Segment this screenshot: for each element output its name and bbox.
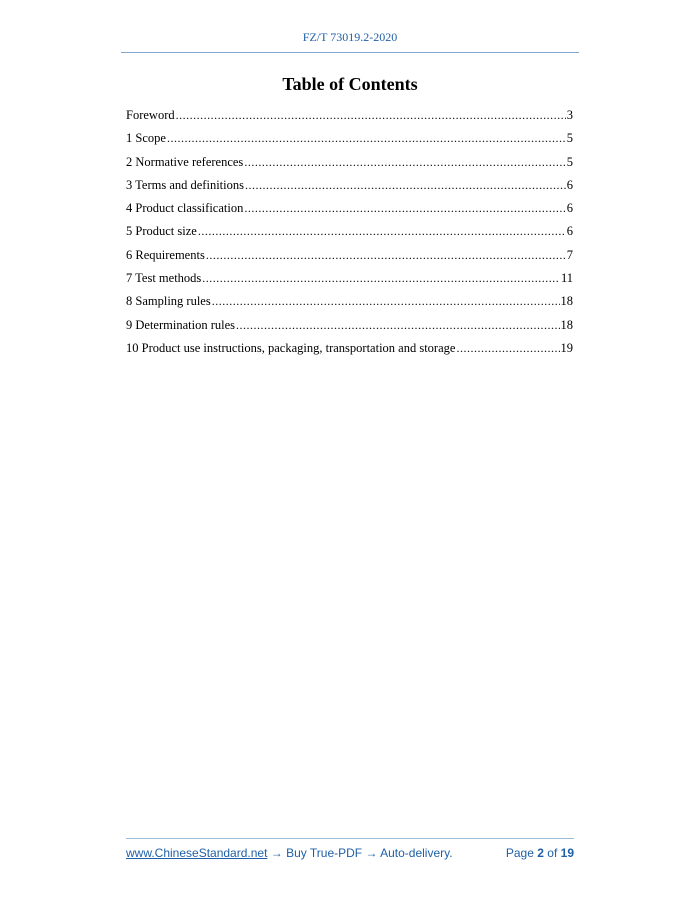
- total-pages-number: 19: [560, 846, 574, 860]
- chinesestandard-link[interactable]: www.ChineseStandard.net: [126, 846, 268, 860]
- toc-title: Table of Contents: [282, 74, 418, 94]
- footer-divider: [126, 838, 574, 839]
- toc-entry-label: 7 Test methods: [126, 271, 202, 286]
- toc-entry-product-classification[interactable]: [126, 201, 573, 224]
- current-page-number: 2: [537, 846, 544, 860]
- toc-entry-page: 11: [560, 271, 573, 286]
- toc-leader-dots: [244, 201, 565, 216]
- toc-entry-normative-references[interactable]: [126, 155, 573, 178]
- toc-leader-dots: [176, 108, 566, 123]
- toc-entry-label: 6 Requirements: [126, 247, 205, 262]
- toc-entry-page: 18: [560, 294, 573, 309]
- toc-entry-label: Foreword: [126, 108, 175, 122]
- toc-entry-packaging-transportation-storage[interactable]: [126, 341, 573, 364]
- footer-promo-text: → Buy True-PDF → Auto-delivery.: [267, 846, 453, 860]
- toc-entry-label: 2 Normative references: [126, 154, 244, 169]
- toc-entry-label: 5 Product size: [126, 224, 197, 239]
- toc-leader-dots: [167, 131, 566, 146]
- toc-leader-dots: [212, 294, 560, 309]
- toc-leader-dots: [244, 155, 565, 170]
- toc-entry-page: 6: [566, 201, 573, 216]
- toc-entry-label: 3 Terms and definitions: [126, 177, 244, 192]
- toc-entry-scope[interactable]: [126, 131, 573, 154]
- page-footer: [126, 846, 574, 864]
- toc-entry-label: 4 Product classification: [126, 201, 244, 216]
- toc-entry-page: 5: [566, 131, 573, 146]
- toc-entry-foreword[interactable]: [126, 108, 573, 131]
- toc-entry-label: 9 Determination rules: [126, 317, 235, 332]
- toc-entry-terms-and-definitions[interactable]: [126, 178, 573, 201]
- toc-entry-label: 10 Product use instructions, packaging, transportation and storage: [126, 340, 456, 355]
- toc-entry-page: 3: [566, 108, 573, 122]
- toc-entry-page: 6: [566, 224, 573, 239]
- toc-entry-product-size[interactable]: [126, 224, 573, 247]
- toc-leader-dots: [456, 341, 559, 356]
- standard-code-header: FZ/T 73019.2-2020: [302, 30, 398, 44]
- toc-leader-dots: [236, 318, 560, 333]
- toc-leader-dots: [245, 178, 566, 193]
- toc-entry-determination-rules[interactable]: [126, 318, 573, 341]
- toc-leader-dots: [198, 224, 566, 239]
- toc-leader-dots: [202, 271, 560, 286]
- toc-entry-sampling-rules[interactable]: [126, 294, 573, 317]
- toc-list: [126, 108, 573, 364]
- toc-entry-label: 8 Sampling rules: [126, 294, 211, 309]
- toc-entry-page: 6: [566, 177, 573, 192]
- of-label: of: [547, 846, 558, 860]
- toc-entry-page: 18: [560, 317, 573, 332]
- page-label: Page: [505, 846, 534, 860]
- toc-entry-page: 5: [566, 154, 573, 169]
- toc-entry-test-methods[interactable]: [126, 271, 573, 294]
- toc-entry-requirements[interactable]: [126, 248, 573, 271]
- toc-entry-page: 19: [560, 340, 573, 355]
- toc-leader-dots: [206, 248, 566, 263]
- page-counter: [506, 846, 574, 860]
- toc-entry-label: 1 Scope: [126, 131, 166, 146]
- header-divider: [121, 52, 579, 53]
- toc-entry-page: 7: [566, 247, 573, 262]
